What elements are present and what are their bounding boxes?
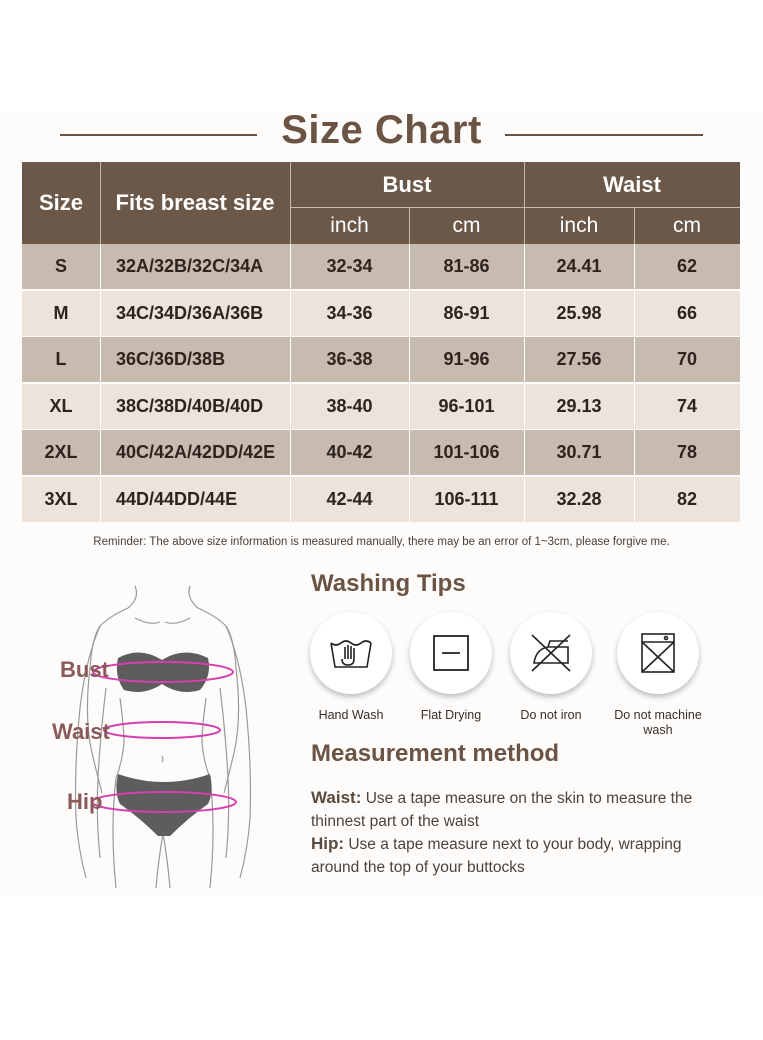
table-cell-fits: 40C/42A/42DD/42E — [116, 442, 276, 462]
table-cell-size: S — [54, 256, 67, 276]
page-title: Size Chart — [281, 108, 482, 152]
row-divider — [409, 384, 410, 429]
row-divider — [409, 337, 410, 382]
row-divider — [100, 244, 101, 289]
table-cell-bust-inch: 40-42 — [326, 442, 373, 462]
table-cell-size: 2XL — [44, 442, 78, 462]
table-cell-waist-cm: 78 — [676, 442, 698, 462]
table-cell-bust-inch: 36-38 — [326, 349, 373, 369]
row-divider — [100, 384, 101, 429]
row-divider — [634, 430, 635, 475]
washing-tips-title: Washing Tips — [311, 570, 466, 597]
table-cell-waist-cm: 62 — [676, 256, 698, 276]
row-divider — [100, 291, 101, 336]
table-cell-size: 3XL — [44, 488, 78, 509]
table-cell-waist-cm: 66 — [676, 302, 698, 323]
header-divider — [290, 162, 291, 244]
table-row — [22, 337, 740, 382]
table-cell-waist-inch: 30.71 — [556, 442, 602, 462]
waist-method-text: Use a tape measure on the skin to measure the thinnest part of the waist — [311, 790, 693, 830]
header-bust-inch: inch — [330, 214, 369, 237]
tip-label: Do not machine wash — [614, 708, 702, 737]
row-divider — [290, 291, 291, 336]
hip-label: Hip — [67, 789, 103, 814]
row-divider — [100, 477, 101, 522]
row-divider — [290, 384, 291, 429]
hip-method-text: Use a tape measure next to your body, wrapping around the top of your buttocks — [311, 836, 682, 876]
header-waist: Waist — [603, 172, 661, 197]
header-waist-inch: inch — [559, 214, 599, 237]
table-cell-waist-inch: 25.98 — [556, 302, 602, 323]
table-cell-waist-cm: 70 — [676, 349, 698, 369]
table-cell-waist-inch: 27.56 — [556, 349, 602, 369]
row-divider — [524, 477, 525, 522]
table-cell-bust-cm: 91-96 — [443, 349, 490, 369]
row-divider — [290, 337, 291, 382]
reminder-note: Reminder: The above size information is measured manually, there may be an error of 1~3cm, please forgive me. — [93, 536, 670, 548]
table-cell-bust-cm: 101-106 — [433, 442, 500, 462]
row-divider — [409, 244, 410, 289]
table-header — [22, 162, 740, 244]
tip-no-iron — [502, 612, 600, 723]
table-cell-fits: 44D/44DD/44E — [116, 488, 238, 509]
no-iron-icon — [510, 612, 592, 694]
row-divider — [634, 244, 635, 289]
table-cell-fits: 32A/32B/32C/34A — [116, 256, 264, 276]
tip-label: Do not iron — [520, 708, 582, 722]
table-cell-bust-inch: 34-36 — [326, 302, 373, 323]
table-cell-waist-cm: 74 — [676, 395, 698, 416]
row-divider — [634, 384, 635, 429]
row-divider — [409, 291, 410, 336]
tip-hand-wash — [302, 612, 400, 723]
waist-method — [311, 786, 731, 833]
row-divider — [290, 430, 291, 475]
header-size: Size — [38, 190, 84, 215]
tip-flat-drying — [402, 612, 500, 723]
header-waist-cm: cm — [673, 214, 701, 237]
row-divider — [409, 477, 410, 522]
table-cell-fits: 34C/34D/36A/36B — [116, 302, 264, 323]
row-divider — [634, 337, 635, 382]
hip-method-label: Hip: — [311, 834, 345, 853]
table-row — [22, 384, 740, 429]
header-divider — [100, 162, 101, 244]
table-cell-fits: 36C/36D/38B — [116, 349, 226, 369]
table-cell-waist-inch: 29.13 — [556, 395, 602, 416]
tip-label: Flat Drying — [420, 708, 482, 722]
waist-label: Waist — [52, 719, 110, 744]
table-row — [22, 430, 740, 475]
table-cell-bust-inch: 38-40 — [326, 395, 373, 416]
bust-label: Bust — [60, 657, 109, 682]
row-divider — [290, 244, 291, 289]
table-cell-size: L — [55, 349, 67, 369]
table-row — [22, 477, 740, 522]
row-divider — [524, 384, 525, 429]
row-divider — [524, 244, 525, 289]
table-cell-size: M — [53, 302, 69, 323]
flat-dry-icon — [410, 612, 492, 694]
body-figure — [40, 578, 300, 893]
table-cell-waist-cm: 82 — [676, 488, 698, 509]
table-cell-bust-cm: 86-91 — [443, 302, 490, 323]
header-divider — [409, 208, 410, 244]
row-divider — [524, 291, 525, 336]
table-row — [22, 244, 740, 289]
row-divider — [524, 430, 525, 475]
hand-wash-icon — [310, 612, 392, 694]
row-divider — [634, 477, 635, 522]
table-cell-bust-inch: 42-44 — [326, 488, 373, 509]
no-machine-wash-icon — [617, 612, 699, 694]
row-divider — [634, 291, 635, 336]
row-divider — [100, 430, 101, 475]
table-cell-waist-inch: 32.28 — [556, 488, 602, 509]
header-divider — [634, 208, 635, 244]
row-divider — [290, 477, 291, 522]
header-bust-cm: cm — [452, 214, 481, 237]
row-divider — [100, 337, 101, 382]
measurement-method-title: Measurement method — [311, 740, 560, 767]
tip-label: Hand Wash — [318, 708, 384, 722]
table-cell-size: XL — [49, 395, 73, 416]
row-divider — [409, 430, 410, 475]
header-divider — [524, 162, 525, 244]
hip-method — [311, 832, 731, 879]
title-right-rule — [505, 134, 703, 136]
tip-no-machine-wash — [602, 612, 714, 738]
table-cell-bust-inch: 32-34 — [326, 256, 373, 276]
header-fits: Fits breast size — [115, 190, 275, 215]
table-cell-bust-cm: 81-86 — [443, 256, 490, 276]
header-bust: Bust — [382, 172, 432, 197]
table-cell-bust-cm: 96-101 — [438, 395, 495, 416]
table-cell-fits: 38C/38D/40B/40D — [116, 395, 264, 416]
row-divider — [524, 337, 525, 382]
header-divider — [290, 207, 740, 208]
waist-method-label: Waist: — [311, 788, 362, 807]
table-cell-waist-inch: 24.41 — [556, 256, 602, 276]
table-cell-bust-cm: 106-111 — [434, 488, 499, 509]
title-left-rule — [60, 134, 257, 136]
table-row — [22, 291, 740, 336]
